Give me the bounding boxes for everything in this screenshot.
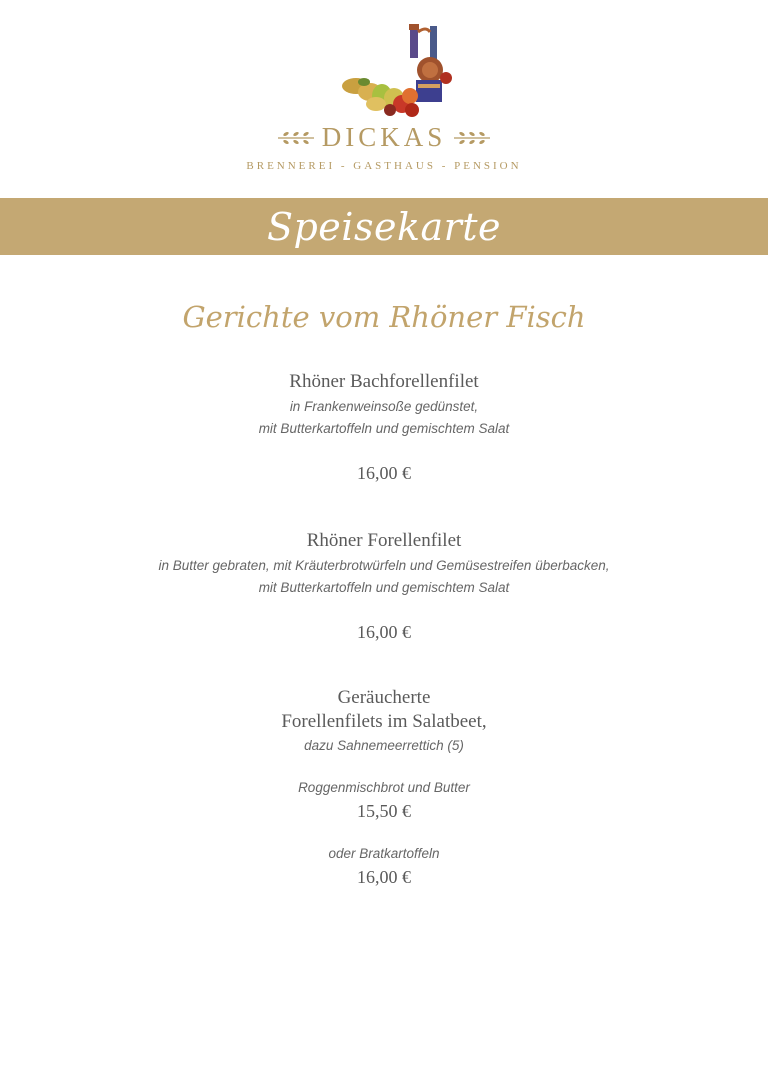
- menu-item: [0, 686, 768, 889]
- dish-price: 15,50 €: [357, 801, 411, 821]
- title-banner: [0, 198, 768, 255]
- dish-description: dazu Sahnemeerrettich (5): [304, 738, 464, 753]
- dish-price: 16,00 €: [357, 622, 411, 642]
- dish-description: in Frankenweinsoße gedünstet,: [289, 399, 479, 414]
- brand-tagline: BRENNEREI - GASTHAUS - PENSION: [246, 160, 522, 172]
- dish-price: 16,00 €: [357, 867, 411, 887]
- dish-option-label: Roggenmischbrot und Butter: [298, 780, 470, 795]
- brand-name: DICKAS: [321, 122, 447, 152]
- section-title: Gerichte vom Rhöner Fisch: [182, 300, 586, 334]
- page-title: Speisekarte: [266, 204, 502, 249]
- dish-description: in Butter gebraten, mit Kräuterbrotwürfeln und Gemüsestreifen überbacken,: [158, 558, 610, 573]
- menu-item: [0, 370, 768, 485]
- distillery-logo-icon: [338, 22, 458, 124]
- laurel-sprig-left-icon: [276, 130, 316, 146]
- dish-name: Geräucherte: [337, 687, 431, 708]
- dish-description: mit Butterkartoffeln und gemischtem Salat: [258, 421, 510, 436]
- brand-row: [0, 122, 768, 153]
- menu-item: [0, 529, 768, 644]
- dish-name: Rhöner Bachforellenfilet: [289, 371, 479, 392]
- laurel-sprig-right-icon: [452, 130, 492, 146]
- dish-name: Forellenfilets im Salatbeet,: [281, 711, 487, 732]
- dish-option-label: oder Bratkartoffeln: [328, 846, 440, 861]
- dish-price: 16,00 €: [357, 463, 411, 483]
- dish-name: Rhöner Forellenfilet: [306, 530, 462, 551]
- dish-description: mit Butterkartoffeln und gemischtem Salat: [258, 580, 510, 595]
